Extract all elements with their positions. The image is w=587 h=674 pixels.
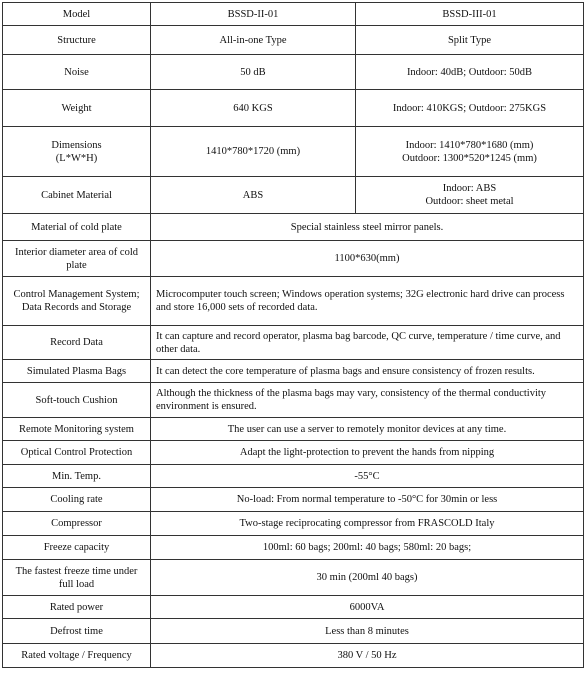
- row-label: Control Management System; Data Records and Storage: [3, 277, 151, 326]
- row-label: Rated power: [3, 596, 151, 619]
- row-label: Record Data: [3, 326, 151, 360]
- row-value-b: Indoor: 40dB; Outdoor: 50dB: [356, 55, 584, 90]
- row-value-a: ABS: [151, 177, 356, 214]
- table-row: [3, 418, 584, 441]
- row-value: 6000VA: [151, 596, 584, 619]
- table-row: [3, 55, 584, 90]
- header-model: Model: [3, 3, 151, 26]
- row-label: Rated voltage / Frequency: [3, 644, 151, 668]
- row-label: Noise: [3, 55, 151, 90]
- value-line-1: Indoor: ABS: [442, 183, 497, 194]
- table-row: [3, 560, 584, 596]
- table-row: [3, 241, 584, 277]
- row-value-b: [356, 177, 584, 214]
- row-value-b: [356, 127, 584, 177]
- table-row: [3, 644, 584, 668]
- table-row: [3, 127, 584, 177]
- row-value-b: Indoor: 410KGS; Outdoor: 275KGS: [356, 90, 584, 127]
- row-label: Cabinet Material: [3, 177, 151, 214]
- row-value: 380 V / 50 Hz: [151, 644, 584, 668]
- row-value: Microcomputer touch screen; Windows operation systems; 32G electronic hard drive can process and store 16,000 sets of recorded data.: [151, 277, 584, 326]
- table-row: [3, 214, 584, 241]
- table-row: [3, 26, 584, 55]
- table-row: [3, 277, 584, 326]
- row-value: 30 min (200ml 40 bags): [151, 560, 584, 596]
- row-label: The fastest freeze time under full load: [3, 560, 151, 596]
- row-value: It can capture and record operator, plasma bag barcode, QC curve, temperature / time curve, and other data.: [151, 326, 584, 360]
- table-row: [3, 596, 584, 619]
- row-value: Less than 8 minutes: [151, 619, 584, 644]
- table-row: [3, 326, 584, 360]
- row-label: Weight: [3, 90, 151, 127]
- table-row: [3, 619, 584, 644]
- row-label: Freeze capacity: [3, 536, 151, 560]
- row-label: Interior diameter area of cold plate: [3, 241, 151, 277]
- row-label: Simulated Plasma Bags: [3, 360, 151, 383]
- row-value: 100ml: 60 bags; 200ml: 40 bags; 580ml: 20 bags;: [151, 536, 584, 560]
- row-value: Two-stage reciprocating compressor from FRASCOLD Italy: [151, 512, 584, 536]
- spec-table: [2, 2, 584, 668]
- value-line-2: Outdoor: sheet metal: [425, 196, 514, 207]
- row-value: No-load: From normal temperature to -50°C for 30min or less: [151, 488, 584, 512]
- row-value-a: All-in-one Type: [151, 26, 356, 55]
- table-row: [3, 488, 584, 512]
- table-row: [3, 90, 584, 127]
- table-row: [3, 536, 584, 560]
- header-model-a: BSSD-II-01: [151, 3, 356, 26]
- row-value: The user can use a server to remotely monitor devices at any time.: [151, 418, 584, 441]
- row-label: Optical Control Protection: [3, 441, 151, 465]
- row-value-b: Split Type: [356, 26, 584, 55]
- value-line-2: Outdoor: 1300*520*1245 (mm): [402, 152, 537, 164]
- row-label: Cooling rate: [3, 488, 151, 512]
- row-value: -55°C: [151, 465, 584, 488]
- row-label: [3, 127, 151, 177]
- row-value-a: 50 dB: [151, 55, 356, 90]
- row-value: Special stainless steel mirror panels.: [151, 214, 584, 241]
- row-label: Material of cold plate: [3, 214, 151, 241]
- row-value: Adapt the light-protection to prevent the hands from nipping: [151, 441, 584, 465]
- table-row: [3, 177, 584, 214]
- table-row: [3, 512, 584, 536]
- table-row: [3, 465, 584, 488]
- row-value: Although the thickness of the plasma bags may vary, consistency of the thermal conductivity environment is ensured.: [151, 383, 584, 418]
- label-line-1: Dimensions: [51, 139, 102, 151]
- table-row: [3, 383, 584, 418]
- table-row: [3, 360, 584, 383]
- row-label: Compressor: [3, 512, 151, 536]
- row-value-a: 640 KGS: [151, 90, 356, 127]
- header-model-b: BSSD-III-01: [356, 3, 584, 26]
- row-label: Defrost time: [3, 619, 151, 644]
- row-label: Soft-touch Cushion: [3, 383, 151, 418]
- table-row: [3, 441, 584, 465]
- value-line-1: Indoor: 1410*780*1680 (mm): [405, 139, 534, 151]
- row-label: Structure: [3, 26, 151, 55]
- row-value-a: 1410*780*1720 (mm): [151, 127, 356, 177]
- label-line-2: (L*W*H): [55, 152, 98, 164]
- row-label: Remote Monitoring system: [3, 418, 151, 441]
- table-header-row: [3, 3, 584, 26]
- row-value: It can detect the core temperature of plasma bags and ensure consistency of frozen results.: [151, 360, 584, 383]
- row-label: Min. Temp.: [3, 465, 151, 488]
- row-value: 1100*630(mm): [151, 241, 584, 277]
